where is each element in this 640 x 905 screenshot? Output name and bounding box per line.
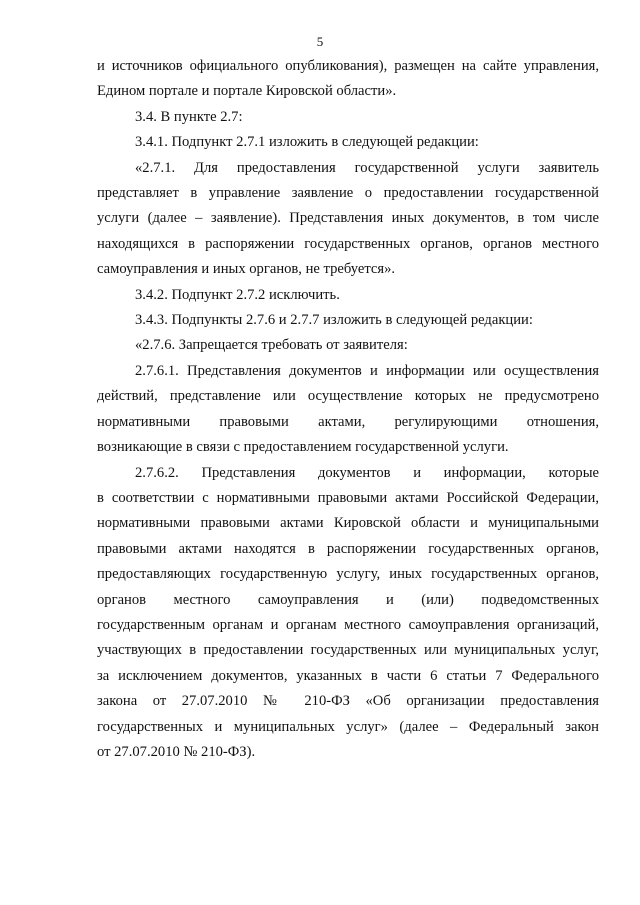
text-line: в соответствии с нормативными правовыми актами Российской Федерации, [97, 489, 599, 506]
paragraph-3-4 [97, 105, 599, 130]
paragraph-publication [97, 54, 599, 105]
paragraph-3-4-3 [97, 308, 599, 333]
text-line: услуги (далее – заявление). Представления иных документов, в том числе [97, 210, 599, 227]
text-line: государственным органам и органам местного самоуправления организаций, [97, 616, 599, 633]
text-line: нормативными правовыми актами, регулирующими отношения, [97, 413, 599, 430]
paragraph-2-7-6 [97, 333, 599, 358]
text-line: возникающие в связи с предоставлением государственной услуги. [97, 439, 509, 456]
text-line: 3.4.2. Подпункт 2.7.2 исключить. [135, 286, 340, 303]
text-line: находящихся в распоряжении государственных органов, органов местного [97, 235, 599, 252]
paragraph-2-7-6-1 [97, 359, 599, 461]
text-line: 2.7.6.2. Представления документов и информации, которые [135, 464, 599, 481]
text-line: 2.7.6.1. Представления документов и информации или осуществления [135, 362, 599, 379]
text-line: участвующих в предоставлении государственных или муниципальных услуг, [97, 642, 599, 659]
text-line: «2.7.1. Для предоставления государственной услуги заявитель [135, 159, 599, 176]
text-line: предоставляющих государственную услугу, иных государственных органов, [97, 566, 599, 583]
text-line: представляет в управление заявление о предоставлении государственной [97, 185, 599, 202]
text-line: действий, представление или осуществление которых не предусмотрено [97, 388, 599, 405]
page-number: 5 [316, 34, 324, 49]
text-line: государственных и муниципальных услуг» (далее – Федеральный закон [97, 718, 599, 735]
text-line: нормативными правовыми актами Кировской области и муниципальными [97, 515, 599, 532]
paragraph-3-4-1 [97, 130, 599, 155]
text-line: 3.4. В пункте 2.7: [135, 108, 243, 125]
text-line: закона от 27.07.2010 № 210-ФЗ «Об организации предоставления [97, 693, 599, 710]
paragraph-3-4-2 [97, 283, 599, 308]
text-line: «2.7.6. Запрещается требовать от заявителя: [135, 337, 408, 354]
document-body [97, 54, 599, 765]
text-line: правовыми актами находятся в распоряжении государственных органов, [97, 540, 599, 557]
text-line: самоуправления и иных органов, не требуется». [97, 261, 396, 278]
text-line: 3.4.1. Подпункт 2.7.1 изложить в следующей редакции: [135, 134, 479, 151]
text-line: за исключением документов, указанных в части 6 статьи 7 Федерального [97, 667, 599, 684]
text-line: органов местного самоуправления и (или) подведомственных [97, 591, 599, 608]
paragraph-2-7-6-2 [97, 461, 599, 766]
text-line: и источников официального опубликования), размещен на сайте управления, [97, 58, 599, 74]
paragraph-2-7-1 [97, 156, 599, 283]
text-line: Едином портале и портале Кировской области». [97, 83, 397, 100]
text-line: 3.4.3. Подпункты 2.7.6 и 2.7.7 изложить в следующей редакции: [135, 312, 533, 329]
text-line: от 27.07.2010 № 210-ФЗ). [97, 743, 256, 760]
